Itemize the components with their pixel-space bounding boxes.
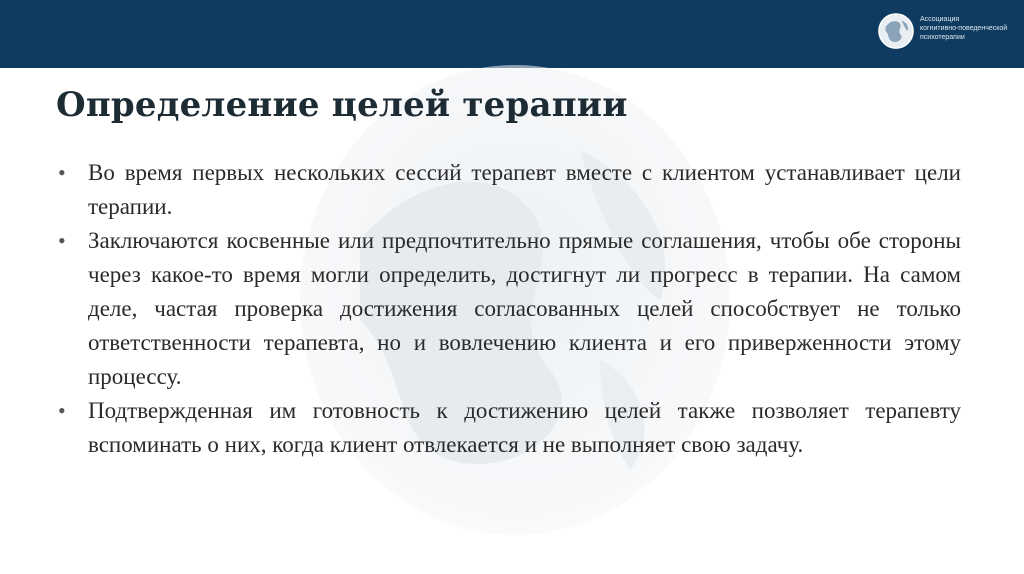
bullet-text: Во время первых нескольких сессий терапевт вместе с клиентом устанавливает цели терапии. — [88, 160, 961, 219]
bullet-text: Подтвержденная им готовность к достижению целей также позволяет терапевту вспоминать о них, когда клиент отвлекается и не выполняет свою задачу. — [88, 398, 961, 457]
logo-line: психотерапии — [920, 34, 965, 41]
bullet-list — [58, 156, 961, 462]
bullet-marker: • — [58, 228, 66, 253]
header-bar — [0, 0, 1024, 68]
slide-title: Определение целей терапии — [56, 85, 628, 125]
bullet-text: Заключаются косвенные или предпочтительно прямые соглашения, чтобы обе стороны через какое-то время могли определить, достигнут ли прогресс в терапии. На самом деле, частая проверка достижения согласованных целей способствует не только ответственности терапевта, но и вовлечению клиента и его приверженности этому процессу. — [88, 228, 961, 389]
bullet-marker: • — [58, 160, 66, 185]
globe-icon — [877, 12, 915, 50]
bullet-item — [58, 224, 961, 394]
bullet-marker: • — [58, 398, 66, 423]
bullet-item — [58, 156, 961, 224]
organization-logo-text — [920, 15, 1020, 42]
bullet-item — [58, 394, 961, 462]
logo-line: Ассоциация — [920, 16, 960, 23]
logo-line: когнитивно-поведенческой — [920, 25, 1008, 32]
